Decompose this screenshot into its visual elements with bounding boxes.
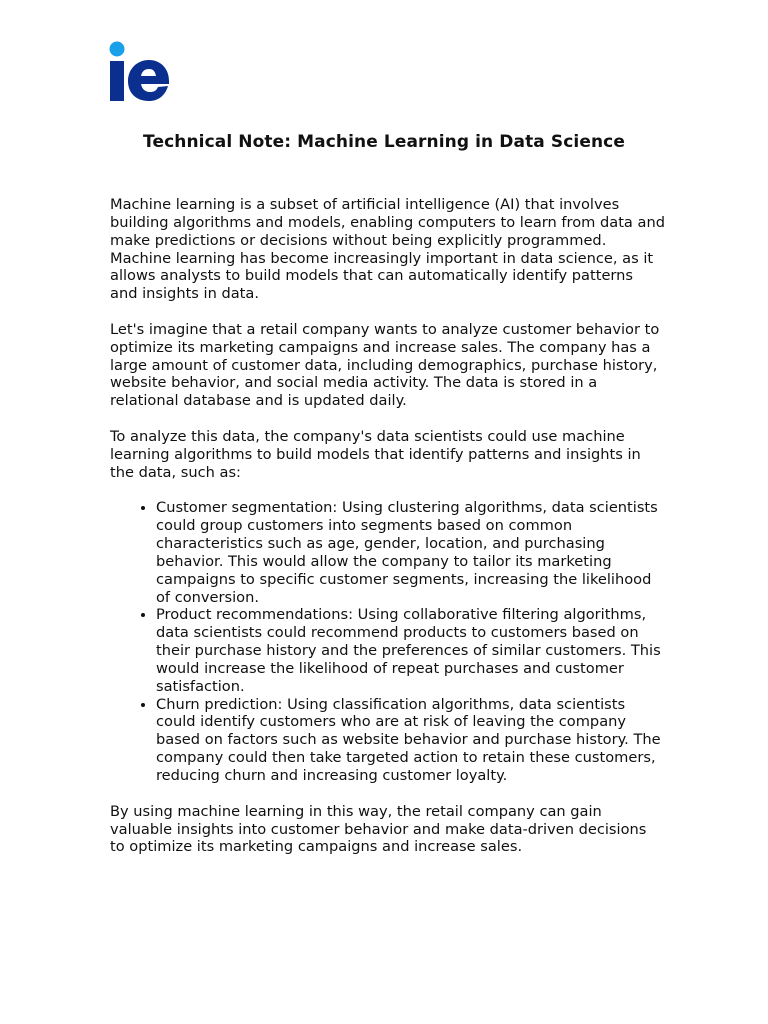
paragraph-scenario: Let's imagine that a retail company wants to analyze customer behavior to optimize its marketing campaigns and increase sales. The company has a large amount of customer data, including demographics, purchase history, website behavior, and social media activity. The data is stored in a relational database and is updated daily. xyxy=(110,320,660,410)
bullet-product-recommendations: • Product recommendations: Using collaborative filtering algorithms, data scientists could recommend products to customers based on their purchase history and the preferences of similar customers. This would increase the likelihood of repeat purchases and customer satisfaction. xyxy=(156,606,665,695)
paragraph-closing: By using machine learning in this way, the retail company can gain valuable insights into customer behavior and make data-driven decisions to optimize its marketing campaigns and increase sales. xyxy=(110,802,647,856)
document-title: Technical Note: Machine Learning in Data Science xyxy=(143,132,625,152)
paragraph-analysis: To analyze this data, the company's data scientists could use machine learning algorithms to build models that identify patterns and insights in the data, such as: xyxy=(110,427,641,481)
paragraph-intro: Machine learning is a subset of artificial intelligence (AI) that involves building algorithms and models, enabling computers to learn from data and make predictions or decisions without being explicitly programmed. Machine learning has become increasingly important in data science, as it allows analysts to build models that can automatically identify patterns and insights in data. xyxy=(110,196,665,303)
bullet-list xyxy=(110,499,665,785)
bullet-customer-segmentation: • Customer segmentation: Using clustering algorithms, data scientists could group customers into segments based on common characteristics such as age, gender, location, and purchasing behavior. This would allow the company to tailor its marketing campaigns to specific customer segments, increasing the likelihood of conversion. xyxy=(156,499,665,606)
document-body xyxy=(110,196,665,874)
bullet-churn-prediction: • Churn prediction: Using classification algorithms, data scientists could identify customers who are at risk of leaving the company based on factors such as website behavior and purchase history. The company could then take targeted action to retain these customers, reducing churn and increasing customer loyalty. xyxy=(156,696,665,785)
ie-logo xyxy=(108,41,172,103)
